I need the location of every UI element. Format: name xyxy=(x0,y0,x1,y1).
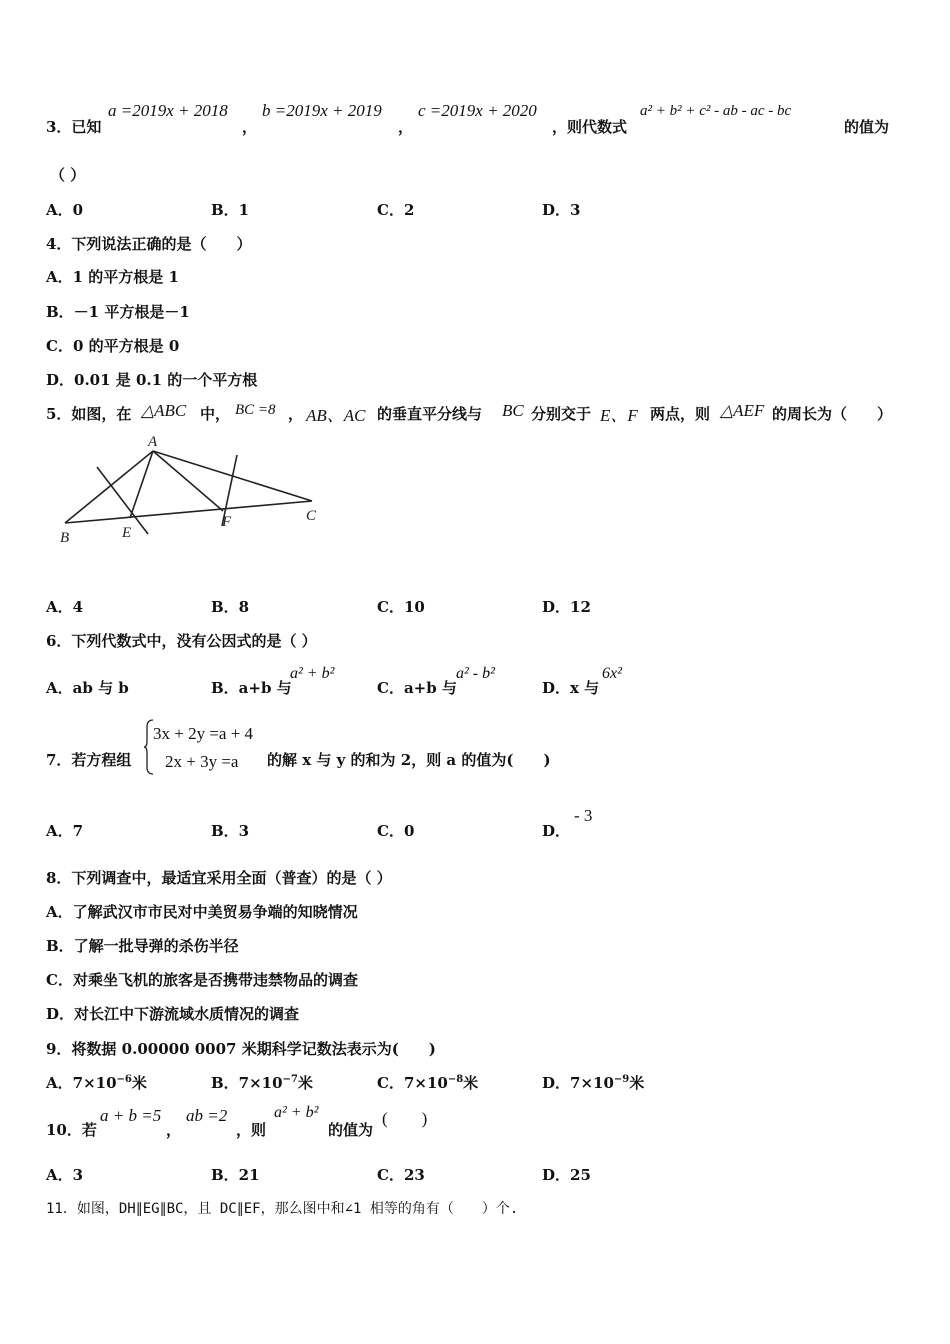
q4-option-d: D．0.01 是 0.1 的一个平方根 xyxy=(46,371,258,389)
q5-text7: 的周长为（ ） xyxy=(772,405,893,423)
q3-tail: 的值为 xyxy=(844,118,890,136)
q6-option-b-text: B．a+b 与 xyxy=(211,679,292,697)
q5-text5: 分别交于 xyxy=(531,405,592,423)
q5-ef: E、F xyxy=(600,406,638,425)
q3-expression: a² + b² + c² - ab - ac - bc xyxy=(640,103,792,119)
q9-stem: 9．将数据 0.00000 0007 米期科学记数法表示为( ) xyxy=(46,1040,436,1058)
q8-stem: 8．下列调查中，最适宜采用全面（普查）的是（ ） xyxy=(46,869,392,887)
q3-sep1: ， xyxy=(242,118,258,136)
q5-option-c: C．10 xyxy=(377,598,425,616)
q4-option-a: A．1 的平方根是 1 xyxy=(46,268,179,286)
q3-b-expr: b =2019x + 2019 xyxy=(262,101,382,120)
segment-af xyxy=(153,451,223,511)
q11-stem: 11．如图，DH∥EG∥BC，且 DC∥EF，那么图中和∠1 相等的角有（ ）个. xyxy=(46,1201,519,1217)
q9-option-a: A．$7\times 10^{-6}$米 xyxy=(46,1074,147,1092)
q3-sep2: ， xyxy=(398,118,414,136)
q10-option-c: C．23 xyxy=(377,1166,425,1184)
q3-paren: （ ） xyxy=(50,166,86,184)
q10-mid: ，则 xyxy=(236,1121,267,1139)
label-f: F xyxy=(222,514,232,530)
q8-option-a: A．了解武汉市市民对中美贸易争端的知晓情况 xyxy=(46,903,358,921)
q6-option-b-math: a² + b² xyxy=(290,665,335,682)
q10-sum: a + b =5 xyxy=(100,1106,162,1125)
label-e: E xyxy=(122,525,132,541)
q5-option-d: D．12 xyxy=(542,598,591,616)
q7-tail: 的解 x 与 y 的和为 2，则 a 的值为( ) xyxy=(267,751,551,769)
q5-text4: 的垂直平分线与 xyxy=(377,405,483,423)
label-a: A xyxy=(148,434,158,450)
q10-product: ab =2 xyxy=(186,1106,228,1125)
q5-text2: 中， xyxy=(200,405,231,423)
q7-option-a: A．7 xyxy=(46,822,84,840)
q6-option-d-text: D．x 与 xyxy=(542,679,600,697)
q7-equation-2: 2x + 3y =a xyxy=(165,752,239,771)
q4-stem: 4．下列说法正确的是（ ） xyxy=(46,235,252,253)
q9-option-d: D．$7\times 10^{-9}$米 xyxy=(542,1074,645,1092)
q5-text6: 两点，则 xyxy=(650,405,711,423)
q6-option-c-text: C．a+b 与 xyxy=(377,679,457,697)
q3-option-c: C．2 xyxy=(377,201,415,219)
q3-option-d: D．3 xyxy=(542,201,581,219)
q4-option-c: C．0 的平方根是 0 xyxy=(46,337,180,355)
q3-option-b: B．1 xyxy=(211,201,250,219)
q8-option-c: C．对乘坐飞机的旅客是否携带违禁物品的调查 xyxy=(46,971,358,989)
q6-option-d-math: 6x² xyxy=(602,665,622,682)
q9-option-b: B．$7\times 10^{-7}$米 xyxy=(211,1074,313,1092)
q10-paren: ( ) xyxy=(382,1109,428,1128)
q5-text1: 5．如图，在 xyxy=(46,405,132,423)
q7-equation-1: 3x + 2y =a + 4 xyxy=(153,724,254,743)
q7-option-d: D． xyxy=(542,822,571,840)
q3-number: 3．已知 xyxy=(46,118,102,136)
q3-option-a: A．0 xyxy=(46,201,84,219)
q8-option-b: B．了解一批导弹的杀伤半径 xyxy=(46,937,239,955)
q5-option-a: A．4 xyxy=(46,598,84,616)
q7-equation-system xyxy=(143,718,268,776)
q5-triangle-aef: △AEF xyxy=(720,401,765,420)
q10-tail: 的值为 xyxy=(328,1121,374,1139)
q6-stem: 6．下列代数式中，没有公因式的是（ ） xyxy=(46,632,317,650)
q8-option-d: D．对长江中下游流域水质情况的调查 xyxy=(46,1005,300,1023)
q9-option-c: C．$7\times 10^{-8}$米 xyxy=(377,1074,479,1092)
label-b: B xyxy=(60,530,70,546)
label-c: C xyxy=(306,508,317,524)
q5-triangle-abc: △ABC xyxy=(141,401,187,420)
q3-c-expr: c =2019x + 2020 xyxy=(418,101,537,120)
q6-option-c-math: a² - b² xyxy=(456,665,495,682)
q10-sep: ， xyxy=(166,1121,182,1139)
q3-a-expr: a =2019x + 2018 xyxy=(108,101,228,120)
q7-option-c: C．0 xyxy=(377,822,415,840)
q10-option-d: D．25 xyxy=(542,1166,591,1184)
q7-option-d-math: - 3 xyxy=(574,806,593,825)
q4-option-b: B．－1 平方根是－1 xyxy=(46,303,190,321)
q3-mid: ，则代数式 xyxy=(552,118,628,136)
q10-square-sum: a² + b² xyxy=(274,1104,319,1121)
q7-number: 7．若方程组 xyxy=(46,751,132,769)
q7-option-b: B．3 xyxy=(211,822,250,840)
q5-triangle-figure xyxy=(56,430,336,550)
q5-option-b: B．8 xyxy=(211,598,250,616)
q10-option-a: A．3 xyxy=(46,1166,84,1184)
perp-bisector-ab xyxy=(97,467,148,534)
q10-number: 10．若 xyxy=(46,1121,97,1139)
q5-ab-ac: AB、AC xyxy=(306,406,366,425)
side-bc xyxy=(65,501,312,523)
q5-bc-length: BC =8 xyxy=(235,402,276,418)
q5-text3: ， xyxy=(288,405,304,423)
q6-option-a: A．ab 与 b xyxy=(46,679,129,697)
q10-option-b: B．21 xyxy=(211,1166,260,1184)
q5-bc: BC xyxy=(502,401,524,420)
